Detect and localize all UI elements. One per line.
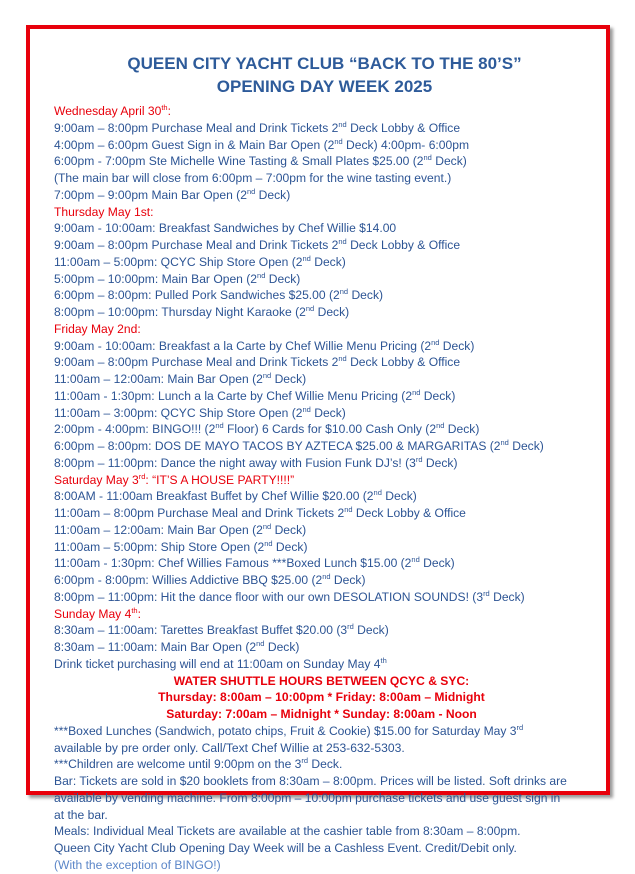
line-text: Bar: Tickets are sold in $20 booklets from 8:30am – 8:00pm. Prices will be listed. Soft drinks are — [54, 774, 567, 788]
ordinal-suffix: nd — [215, 421, 224, 431]
ordinal-suffix: rd — [483, 588, 490, 598]
line-text: Friday May 2nd: — [54, 321, 141, 336]
day-heading — [54, 472, 589, 489]
line-text: Deck Lobby & Office — [346, 238, 461, 252]
line-text: Deck) — [271, 372, 307, 386]
schedule-line — [54, 656, 589, 673]
ordinal-suffix: nd — [344, 504, 353, 514]
line-text: Sunday May 4 — [54, 606, 132, 621]
ordinal-suffix: nd — [339, 287, 349, 297]
line-text: 8:30am – 11:00am: Main Bar Open (2 — [54, 640, 257, 654]
ordinal-suffix: nd — [411, 555, 420, 565]
line-text: 6:00pm - 8:00pm: Willies Addictive BBQ $25.00 (2 — [54, 573, 323, 587]
ordinal-suffix: th — [131, 605, 138, 615]
schedule-line — [54, 455, 589, 472]
schedule-line — [54, 522, 589, 539]
schedule-lines — [54, 103, 589, 874]
ordinal-suffix: nd — [256, 638, 265, 648]
ordinal-suffix: nd — [423, 153, 432, 163]
line-text: Meals: Individual Meal Tickets are available at the cashier table from 8:30am – 8:00pm. — [54, 824, 521, 839]
line-text: 9:00am - 10:00am: Breakfast a la Carte by Chef Willie Menu Pricing (2 — [54, 338, 432, 353]
schedule-line — [54, 622, 589, 639]
line-text: : — [137, 606, 141, 621]
line-text: 8:00pm – 11:00pm: Dance the night away with Fusion Funk DJ’s! (3 — [54, 455, 416, 470]
shuttle-hours-line — [54, 673, 589, 690]
line-text: Deck) — [255, 187, 291, 202]
ordinal-suffix: nd — [412, 387, 421, 397]
line-text: Deck) — [353, 623, 389, 638]
line-text: Floor) 6 Cards for $10.00 Cash Only (2 — [223, 422, 437, 437]
ordinal-suffix: nd — [302, 253, 311, 263]
line-text: Deck Lobby & Office — [346, 120, 461, 135]
line-text: Deck) — [422, 455, 458, 470]
schedule-line — [54, 338, 589, 355]
line-text: Deck) — [271, 522, 307, 537]
ordinal-suffix: nd — [334, 136, 343, 146]
ordinal-suffix: nd — [246, 186, 256, 196]
line-text: Deck Lobby & Office — [346, 355, 461, 370]
line-text: Deck) — [314, 305, 350, 319]
ordinal-suffix: nd — [338, 236, 347, 246]
ordinal-suffix: nd — [500, 437, 509, 447]
line-text: 6:00pm - 7:00pm Ste Michelle Wine Tasting & Small Plates $25.00 (2 — [54, 154, 424, 169]
line-text: 11:00am - 1:30pm: Lunch a la Carte by Chef Willie Menu Pricing (2 — [54, 388, 413, 403]
line-text: 11:00am – 8:00pm Purchase Meal and Drink Tickets 2 — [54, 506, 345, 520]
ordinal-suffix: nd — [257, 270, 266, 280]
schedule-line — [54, 807, 589, 824]
schedule-line — [54, 220, 589, 237]
schedule-line — [54, 354, 589, 371]
schedule-line — [54, 539, 589, 556]
schedule-line — [54, 723, 589, 740]
schedule-line — [54, 639, 589, 656]
schedule-line — [54, 287, 589, 304]
line-text: (With the exception of BINGO!) — [54, 857, 221, 872]
schedule-line — [54, 170, 589, 187]
line-text: Deck) — [272, 539, 308, 554]
ordinal-suffix: nd — [436, 421, 445, 431]
line-text: 11:00am – 5:00pm: Ship Store Open (2 — [54, 539, 265, 554]
line-text: WATER SHUTTLE HOURS BETWEEN QCYC & SYC: — [173, 673, 470, 688]
line-text: Deck) — [508, 439, 544, 453]
line-text: Drink ticket purchasing will end at 11:00am on Sunday May 4 — [54, 656, 381, 671]
line-text: Queen City Yacht Club Opening Day Week will be a Cashless Event. Credit/Debit only. — [54, 841, 517, 855]
line-text: Deck) — [431, 154, 467, 169]
line-text: 11:00am – 12:00am: Main Bar Open (2 — [54, 522, 263, 537]
flyer-content — [54, 52, 589, 874]
line-text: Thursday May 1st: — [54, 204, 154, 219]
title-line-2: OPENING DAY WEEK 2025 — [216, 77, 433, 96]
schedule-line — [54, 271, 589, 288]
line-text: 4:00pm – 6:00pm Guest Sign in & Main Bar Open (2 — [54, 137, 335, 152]
schedule-line — [54, 773, 589, 790]
schedule-line — [54, 438, 589, 455]
ordinal-suffix: nd — [431, 337, 440, 347]
line-text: 11:00am – 5:00pm: QCYC Ship Store Open (2 — [54, 254, 303, 269]
day-heading — [54, 321, 589, 338]
line-text: Deck) — [310, 405, 346, 420]
line-text: 9:00am – 8:00pm Purchase Meal and Drink Tickets 2 — [54, 120, 339, 135]
line-text: : “IT’S A HOUSE PARTY!!!!” — [145, 472, 295, 487]
ordinal-suffix: nd — [305, 303, 315, 313]
line-text: Deck Lobby & Office — [352, 506, 466, 520]
line-text: at the bar. — [54, 807, 108, 822]
schedule-line — [54, 589, 589, 606]
line-text: 11:00am – 12:00am: Main Bar Open (2 — [54, 372, 263, 386]
line-text: Deck. — [308, 757, 343, 772]
shuttle-hours-line — [54, 689, 589, 706]
schedule-line — [54, 857, 589, 874]
line-text: Deck) — [439, 338, 475, 353]
line-text: 5:00pm – 10:00pm: Main Bar Open (2 — [54, 271, 258, 286]
shuttle-hours-line — [54, 706, 589, 723]
schedule-line — [54, 572, 589, 589]
line-text: Deck) — [420, 388, 456, 403]
schedule-line — [54, 388, 589, 405]
schedule-line — [54, 756, 589, 773]
line-text: available by pre order only. Call/Text Chef Willie at 253-632-5303. — [54, 740, 405, 755]
day-heading — [54, 103, 589, 120]
line-text: 11:00am – 3:00pm: QCYC Ship Store Open (2 — [54, 405, 303, 420]
schedule-line — [54, 823, 589, 840]
line-text: ***Boxed Lunches (Sandwich, potato chips, Fruit & Cookie) $15.00 for Saturday May 3 — [54, 723, 517, 738]
schedule-line — [54, 237, 589, 254]
schedule-line — [54, 421, 589, 438]
schedule-line — [54, 555, 589, 572]
flyer-title — [54, 52, 589, 98]
line-text: available by vending machine. From 8:00pm – 10:00pm purchase tickets and use guest sign in — [54, 790, 561, 805]
line-text: Deck) — [444, 422, 480, 437]
ordinal-suffix: nd — [373, 488, 382, 498]
ordinal-suffix: rd — [415, 454, 423, 464]
line-text: 8:30am – 11:00am: Tarettes Breakfast Buffet $20.00 (3 — [54, 623, 348, 638]
schedule-line — [54, 840, 589, 857]
line-text: Deck) — [264, 640, 300, 654]
line-text: 7:00pm – 9:00pm Main Bar Open (2 — [54, 187, 247, 202]
line-text: 11:00am - 1:30pm: Chef Willies Famous ***Boxed Lunch $15.00 (2 — [54, 556, 412, 571]
schedule-line — [54, 405, 589, 422]
day-heading — [54, 606, 589, 623]
schedule-line — [54, 505, 589, 522]
line-text: Deck) — [419, 556, 455, 571]
schedule-line — [54, 304, 589, 321]
line-text: Deck) — [381, 489, 417, 504]
schedule-line — [54, 137, 589, 154]
line-text: Thursday: 8:00am – 10:00pm * Friday: 8:00am – Midnight — [158, 690, 485, 705]
line-text: 6:00pm – 8:00pm: DOS DE MAYO TACOS BY AZTECA $25.00 & MARGARITAS (2 — [54, 439, 501, 453]
ordinal-suffix: nd — [264, 538, 273, 548]
line-text: (The main bar will close from 6:00pm – 7:00pm for the wine tasting event.) — [54, 171, 452, 185]
title-line-1: QUEEN CITY YACHT CLUB “BACK TO THE 80’S” — [127, 54, 522, 73]
line-text: Deck) — [265, 271, 301, 286]
day-heading — [54, 204, 589, 221]
line-text: Deck) — [330, 573, 366, 587]
line-text: ***Children are welcome until 9:00pm on the 3 — [54, 757, 302, 772]
line-text: Deck) — [489, 589, 525, 604]
line-text: 6:00pm – 8:00pm: Pulled Pork Sandwiches $25.00 (2 — [54, 288, 340, 303]
ordinal-suffix: rd — [138, 471, 146, 481]
schedule-line — [54, 371, 589, 388]
ordinal-suffix: th — [380, 655, 387, 665]
line-text: Saturday May 3 — [54, 472, 139, 487]
schedule-line — [54, 254, 589, 271]
ordinal-suffix: nd — [262, 521, 272, 531]
line-text: 8:00AM - 11:00am Breakfast Buffet by Chef Willie $20.00 (2 — [54, 489, 374, 504]
line-text: : — [167, 104, 171, 118]
schedule-line — [54, 153, 589, 170]
schedule-line — [54, 790, 589, 807]
line-text: 2:00pm - 4:00pm: BINGO!!! (2 — [54, 422, 216, 437]
line-text: Deck) — [348, 288, 384, 303]
ordinal-suffix: rd — [301, 756, 309, 766]
line-text: 9:00am – 8:00pm Purchase Meal and Drink Tickets 2 — [54, 238, 339, 252]
schedule-line — [54, 187, 589, 204]
line-text: Deck) — [310, 254, 346, 269]
schedule-line — [54, 488, 589, 505]
line-text: Wednesday April 30 — [54, 104, 162, 118]
ordinal-suffix: rd — [516, 722, 524, 732]
schedule-line — [54, 740, 589, 757]
ordinal-suffix: nd — [338, 119, 347, 129]
ordinal-suffix: rd — [347, 622, 354, 632]
line-text: 9:00am - 10:00am: Breakfast Sandwiches by Chef Willie $14.00 — [54, 221, 397, 236]
ordinal-suffix: nd — [322, 571, 331, 581]
ordinal-suffix: th — [161, 102, 168, 112]
ordinal-suffix: nd — [302, 404, 311, 414]
line-text: 9:00am – 8:00pm Purchase Meal and Drink Tickets 2 — [54, 355, 339, 370]
line-text: 8:00pm – 11:00pm: Hit the dance floor with our own DESOLATION SOUNDS! (3 — [54, 589, 484, 604]
line-text: Deck) 4:00pm- 6:00pm — [342, 137, 470, 152]
line-text: 8:00pm – 10:00pm: Thursday Night Karaoke (2 — [54, 305, 306, 319]
schedule-line — [54, 120, 589, 137]
ordinal-suffix: nd — [338, 354, 347, 364]
line-text: Saturday: 7:00am – Midnight * Sunday: 8:00am - Noon — [166, 707, 477, 721]
ordinal-suffix: nd — [262, 370, 272, 380]
